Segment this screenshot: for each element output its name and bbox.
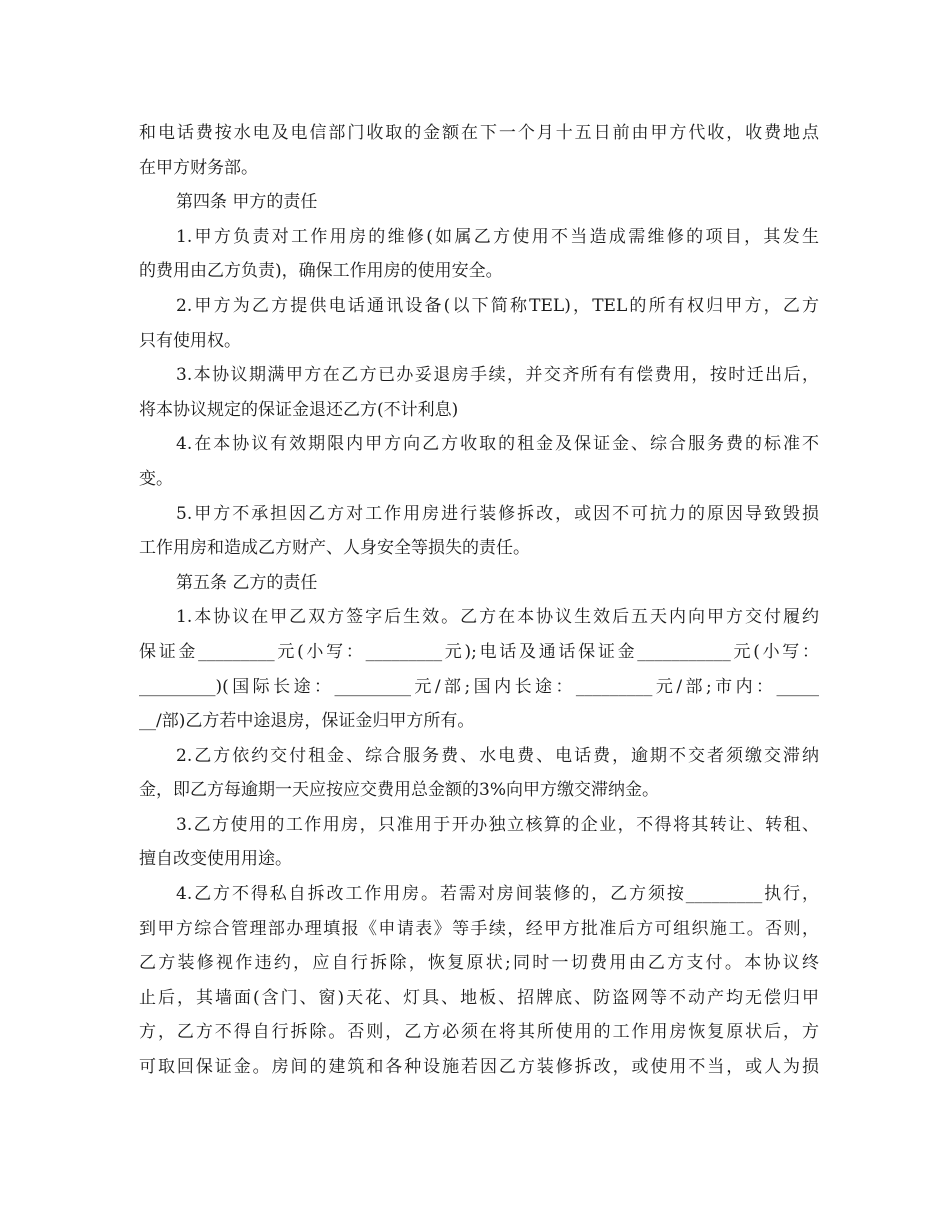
text-line: 到甲方综合管理部办理填报《申请表》等手续，经甲方批准后方可组织施工。否则， <box>139 918 819 939</box>
text-line: 4.在本协议有效期限内甲方向乙方收取的租金及保证金、综合服务费的标准不 <box>176 434 819 455</box>
text-line: 止后，其墙面(含门、窗)天花、灯具、地板、招牌底、防盗网等不动产均无偿归甲 <box>139 987 819 1008</box>
text-line: 将本协议规定的保证金退还乙方(不计利息) <box>139 399 459 420</box>
text-line: _________)(国际长途：_________元/部;国内长途：_________元/部;市内：_____ <box>139 676 819 697</box>
text-line: 3.本协议期满甲方在乙方已办妥退房手续，并交齐所有有偿费用，按时迁出后， <box>176 365 819 386</box>
text-line: 擅自改变使用用途。 <box>139 849 292 870</box>
document-page <box>139 116 819 1085</box>
text-line: 工作用房和造成乙方财产、人身安全等损失的责任。 <box>139 538 530 559</box>
text-line: 的费用由乙方负责)，确保工作用房的使用安全。 <box>139 261 503 282</box>
text-line: 和电话费按水电及电信部门收取的金额在下一个月十五日前由甲方代收，收费地点 <box>139 123 819 143</box>
text-line: 保证金_________元(小写：_________元);电话及通话保证金___________元(小写： <box>139 641 819 662</box>
text-line: 金，即乙方每逾期一天应按应交费用总金额的3%向甲方缴交滞纳金。 <box>139 780 659 801</box>
text-line: 1.甲方负责对工作用房的维修(如属乙方使用不当造成需维修的项目，其发生 <box>176 226 819 247</box>
text-line: 1.本协议在甲乙双方签字后生效。乙方在本协议生效后五天内向甲方交付履约 <box>176 607 819 628</box>
text-line: 3.乙方使用的工作用房，只准用于开办独立核算的企业，不得将其转让、转租、 <box>176 814 819 835</box>
text-line: 2.甲方为乙方提供电话通讯设备(以下简称TEL)，TEL的所有权归甲方，乙方 <box>176 295 819 316</box>
text-line: 在甲方财务部。 <box>139 157 258 178</box>
text-line: __/部)乙方若中途退房，保证金归甲方所有。 <box>139 711 475 732</box>
text-line: 第五条 乙方的责任 <box>176 572 318 593</box>
text-line: 方，乙方不得自行拆除。否则，乙方必须在将其所使用的工作用房恢复原状后，方 <box>139 1022 819 1043</box>
text-line: 4.乙方不得私自拆改工作用房。若需对房间装修的，乙方须按_________执行， <box>176 884 819 905</box>
text-line: 2.乙方依约交付租金、综合服务费、水电费、电话费，逾期不交者须缴交滞纳 <box>176 745 819 766</box>
text-line: 5.甲方不承担因乙方对工作用房进行装修拆改，或因不可抗力的原因导致毁损 <box>176 503 819 524</box>
text-line: 变。 <box>139 468 173 489</box>
text-line: 可取回保证金。房间的建筑和各种设施若因乙方装修拆改，或使用不当，或人为损 <box>139 1057 819 1078</box>
text-line: 只有使用权。 <box>139 330 241 351</box>
text-line: 乙方装修视作违约，应自行拆除，恢复原状;同时一切费用由乙方支付。本协议终 <box>139 953 819 974</box>
text-line: 第四条 甲方的责任 <box>176 192 318 213</box>
